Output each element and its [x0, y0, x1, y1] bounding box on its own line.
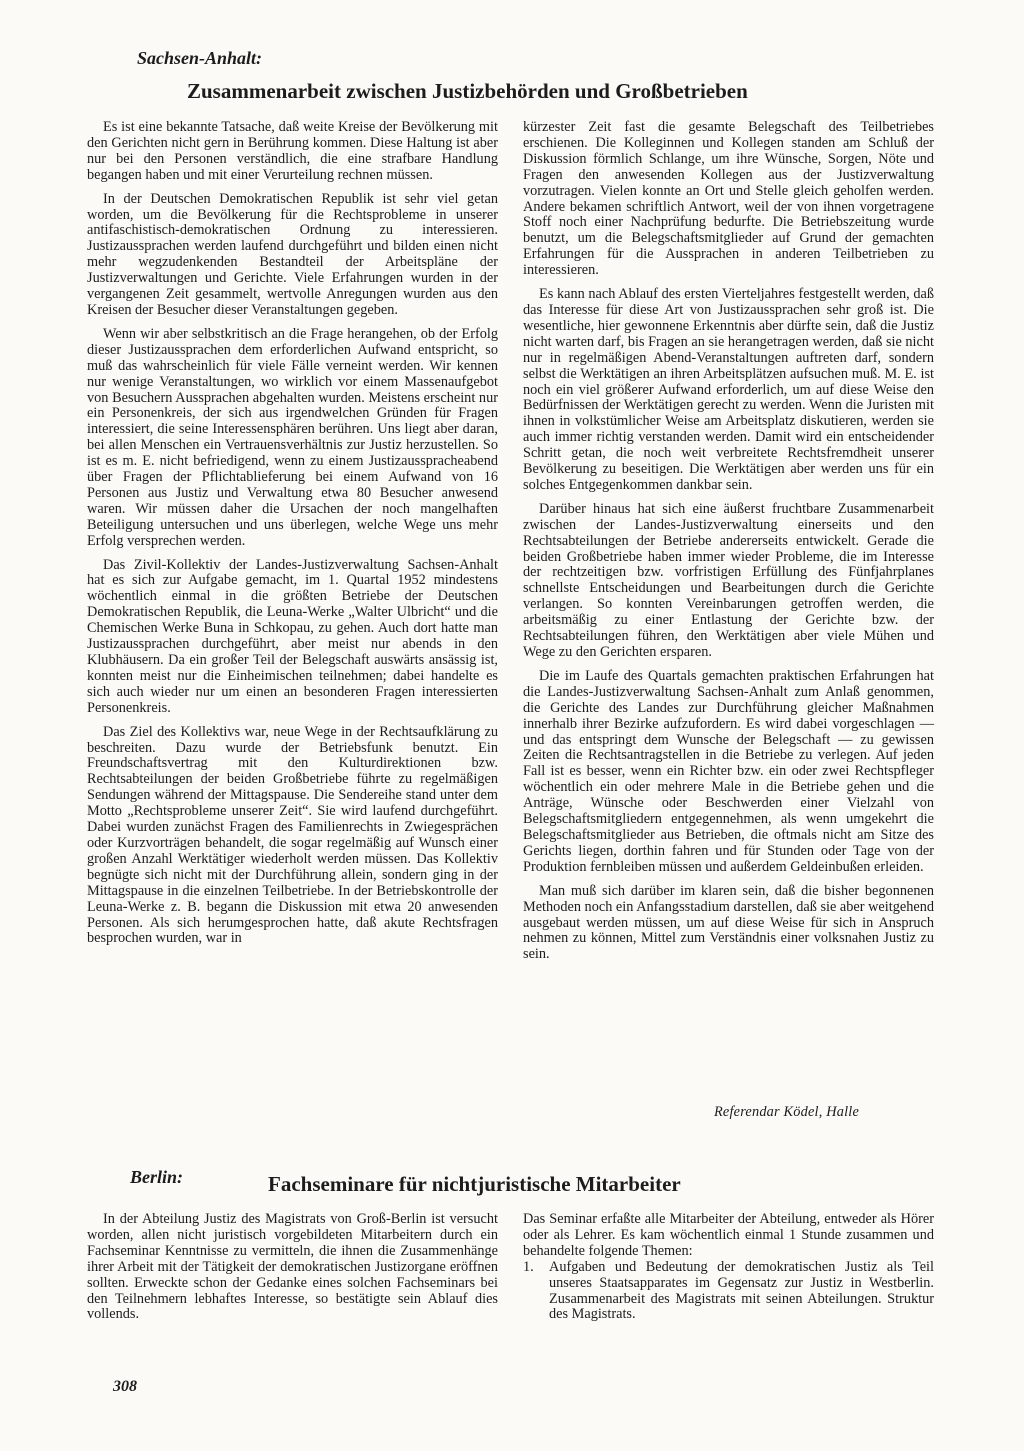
article2-paragraph: Das Seminar erfaßte alle Mitarbeiter der Abteilung, entweder als Hörer oder als Lehrer. Es kam wöchentlich einmal 1 Stunde zusammen und behandelte folgende Themen: — [523, 1211, 934, 1259]
article1-headline: Zusammenarbeit zwischen Justizbehörden und Großbetrieben — [187, 79, 748, 103]
article1-author-signature: Referendar Ködel, Halle — [714, 1104, 860, 1120]
article2-region-label: Berlin: — [130, 1167, 184, 1187]
article1-paragraph: Die im Laufe des Quartals gemachten praktischen Erfahrungen hat die Landes-Justizverwaltung Sachsen-Anhalt zum Anlaß genommen, die Gerichte des Landes zur Durchführung gleicher Maßnahmen innerhalb ihrer Bezirke aufzufordern. Es wird dabei vorgeschlagen — und das entspringt dem Wunsche der Belegschaft — zu gewissen Zeiten die Rechtsantragstellen in die Betriebe zu verlegen. Auf jeden Fall ist es besser, wenn ein Richter bzw. ein oder zwei Rechtspfleger wöchentlich ein oder mehrere Male in die Betriebe gehen und die Anträge, Wünsche oder Beschwerden einer Vielzahl von Belegschaftsmitgliedern entgegennehmen, als wenn umgekehrt die Belegschaftsmitglieder aus Betrieben, die oftmals nicht am Sitze des Gerichts liegen, dorthin fahren und für Stunden oder Tage von der Produktion fernbleiben müssen und außerdem Geldeinbußen erleiden. — [523, 667, 934, 875]
article1-paragraph: In der Deutschen Demokratischen Republik ist sehr viel getan worden, um die Bevölkerung für die Rechtsprobleme in unserer antifaschistisch-demokratischen Ordnung zu interessieren. Justizaussprachen werden laufend durchgeführt und bilden einen nicht mehr wegzudenkenden Bestandteil der Arbeitspläne der Justizverwaltungen und Gerichte. Viele Erfahrungen wurden in der vergangenen Zeit gesammelt, wertvolle Anregungen wurden aus den Kreisen der Besucher dieser Veranstaltungen gegeben. — [87, 190, 498, 318]
article2-headline: Fachseminare für nichtjuristische Mitarbeiter — [268, 1172, 681, 1196]
article1-paragraph: kürzester Zeit fast die gesamte Belegschaft des Teilbetriebes erschienen. Die Kolleginnen und Kollegen standen am Schluß der Diskussion förmlich Schlange, um ihre Wünsche, Sorgen, Nöte und Fragen den anwesenden Kollegen aus der Justizverwaltung vorzutragen. Vielen konnte an Ort und Stelle gleich geholfen werden. Andere bekamen schriftlich Antwort, weil der von ihnen vorgetragene Stoff noch einer Nachprüfung bedurfte. Die Betriebszeitung wurde benutzt, um die Belegschaftsmitglieder auf Grund der gemachten Erfahrungen für die Aussprachen in anderen Teilbetrieben zu interessieren. — [523, 119, 934, 279]
article1-paragraph: Man muß sich darüber im klaren sein, daß die bisher begonnenen Methoden noch ein Anfangsstadium darstellen, daß sie aber weitgehend ausgebaut werden müssen, um auf diese Weise für sich in Anspruch nehmen zu können, Mittel zum Verständnis einer volksnahen Justiz zu sein. — [523, 882, 934, 963]
article1-paragraph: Wenn wir aber selbstkritisch an die Frage herangehen, ob der Erfolg dieser Justizaussprachen dem erforderlichen Aufwand entspricht, so muß das wahrscheinlich für viele Fälle verneint werden. Wir kennen nur wenige Veranstaltungen, wo wirklich vor einem Massenaufgebot von Besuchern Aussprachen abgehalten wurden. Meistens erscheint nur ein Personenkreis, der sich aus irgendwelchen Gründen für Fragen interessiert, die seine Interessensphären berühren. Uns liegt aber daran, bei allen Menschen ein Vertrauensverhältnis zur Justiz herzustellen. So ist es m. E. nicht befriedigend, wenn zu einem Justizausspracheabend über Fragen der Pflichtablieferung bei einem Aufwand von 16 Personen aus Justiz und Verwaltung etwa 80 Besucher anwesend waren. Wir müssen daher die Ursachen der noch mangelhaften Beteiligung untersuchen und uns überlegen, welche Wege uns mehr Erfolg versprechen werden. — [87, 325, 498, 549]
list-item-number: 1. — [523, 1258, 534, 1275]
article1-region-label: Sachsen-Anhalt: — [137, 48, 263, 68]
article1-paragraph: Darüber hinaus hat sich eine äußerst fruchtbare Zusammenarbeit zwischen der Landes-Justizverwaltung einerseits und den Rechtsabteilungen der Betriebe andererseits entwickelt. Gerade die beiden Großbetriebe haben immer wieder Probleme, die im Interesse der rechtzeitigen bzw. vorfristigen Erfüllung des Fünfjahrplanes schnellste Entscheidungen und Bearbeitungen durch die Gerichte verlangen. So konnten Vereinbarungen getroffen werden, die arbeitsmäßig zu einer Entlastung der Gerichte bzw. der Rechtsabteilungen führen, den Werktätigen aber viele Mühen und Wege zu den Gerichten ersparen. — [523, 500, 934, 660]
article2-column-right — [523, 1212, 934, 1352]
article1-paragraph: Es ist eine bekannte Tatsache, daß weite Kreise der Bevölkerung mit den Gerichten nicht gern in Berührung kommen. Diese Haltung ist aber nur bei den Personen verständlich, die eine strafbare Handlung begangen haben und mit einer Verurteilung rechnen müssen. — [87, 119, 498, 183]
article2-topic-list-item — [523, 1260, 934, 1324]
article2-column-left — [87, 1212, 498, 1352]
list-item-text: Aufgaben und Bedeutung der demokratischen Justiz als Teil unseres Staatsapparates im Gegensatz zur Justiz in Westberlin. Zusammenarbeit des Magistrats mit seinen Abteilungen. Struktur des Magistrats. — [549, 1258, 934, 1323]
article1-paragraph: Das Zivil-Kollektiv der Landes-Justizverwaltung Sachsen-Anhalt hat es sich zur Aufgabe gemacht, im 1. Quartal 1952 mindestens wöchentlich einmal in die größten Betriebe der Deutschen Demokratischen Republik, die Leuna-Werke „Walter Ulbricht“ und die Chemischen Werke Buna in Schkopau, zu gehen. Auch dort hatte man Justizaussprachen durchgeführt, aber meist nur abends in den Klubhäusern. Da ein großer Teil der Belegschaft auswärts ansässig ist, konnten meist nur die Einheimischen teilnehmen; dabei handelte es sich auch wieder nur um einen an besonderen Fragen interessierten Personenkreis. — [87, 556, 498, 716]
article1-column-left — [87, 120, 498, 1132]
page-number: 308 — [113, 1378, 137, 1395]
article1-column-right — [523, 120, 934, 1105]
article1-paragraph: Das Ziel des Kollektivs war, neue Wege in der Rechtsaufklärung zu beschreiten. Dazu wurde der Betriebsfunk benutzt. Ein Freundschaftsvertrag mit den Kulturdirektionen bzw. Rechtsabteilungen der beiden Großbetriebe führte zu regelmäßigen Sendungen während der Mittagspause. Die Sendereihe stand unter dem Motto „Rechtsprobleme unserer Zeit“. Sie wird laufend durchgeführt. Dabei wurden zunächst Fragen des Familienrechts in Zwiegesprächen oder Kurzvorträgen behandelt, die sogar regelmäßig auf Wunsch einer großen Anzahl Werktätiger wiederholt werden müssen. Das Kollektiv begnügte sich nicht mit der Durchführung allein, sondern ging in der Mittagspause in die einzelnen Teilbetriebe. In der Betriebskontrolle der Leuna-Werke z. B. begann die Diskussion mit etwa 20 anwesenden Personen. Als sich herumgesprochen hatte, daß akute Rechtsfragen besprochen wurden, war in — [87, 723, 498, 947]
article1-paragraph: Es kann nach Ablauf des ersten Vierteljahres festgestellt werden, daß das Interesse für diese Art von Justizaussprachen sehr groß ist. Die wesentliche, hier gewonnene Erkenntnis aber dürfte sein, daß die Justiz nicht warten darf, bis Fragen an sie herangetragen werden, daß sie nicht nur in regelmäßigen Abend-Veranstaltungen auftreten darf, sondern selbst die Werktätigen an ihren Arbeitsplätzen aufsuchen muß. M. E. ist noch ein viel größerer Aufwand erforderlich, um auf diese Weise den Bedürfnissen der Werktätigen gerecht zu werden. Wenn die Juristen mit ihnen in volkstümlicher Weise am Arbeitsplatz diskutieren, werden sie auch immer richtig verstanden werden. Damit wird ein entscheidender Schritt getan, die noch weit verbreitete Rechtsfremdheit unserer Bevölkerung zu beseitigen. Die Werktätigen aber werden uns für ein solches Entgegenkommen dankbar sein. — [523, 286, 934, 493]
article2-paragraph: In der Abteilung Justiz des Magistrats von Groß-Berlin ist versucht worden, allen nicht juristisch vorgebildeten Mitarbeitern durch ein Fachseminar Kenntnisse zu vermitteln, die ihnen die Zusammenhänge ihrer Arbeit mit der Tätigkeit der demokratischen Justizorgane eröffnen sollten. Erweckte schon der Gedanke eines solchen Fachseminars bei den Teilnehmern lebhaftes Interesse, so bestätigte sein Ablauf dies vollends. — [87, 1211, 498, 1323]
